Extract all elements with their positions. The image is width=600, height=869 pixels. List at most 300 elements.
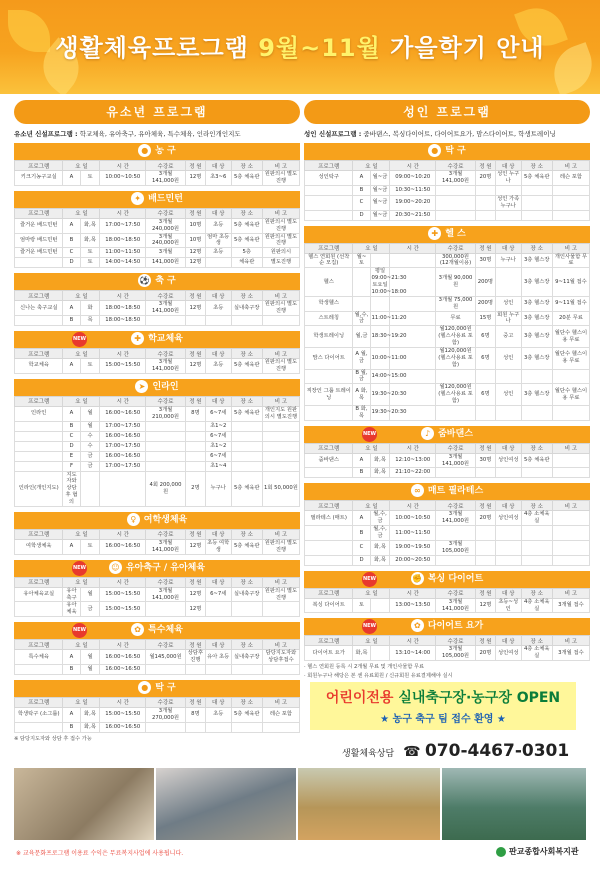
table-cell [15,431,63,441]
table-cell: 성인 [495,347,521,369]
table-cell [185,451,205,461]
column-header: 비 고 [552,636,589,646]
table-cell: 20명 [475,646,495,661]
section-title [14,622,300,639]
column-header: 정 원 [185,396,205,406]
table-cell [475,540,495,555]
soccer-icon: ⚽ [139,276,150,286]
table-cell: 수 [80,431,100,441]
table-row [15,233,300,248]
column-header: 정 원 [185,161,205,171]
table-cell: B [63,664,80,674]
table-cell [262,664,299,674]
table-cell: 성인 [495,296,521,311]
photo-kids-activity [14,768,154,840]
table-cell: 16:00~16:50 [100,722,146,732]
table-cell [15,441,63,451]
section-title-text: 복싱 다이어트 [427,573,484,584]
table-cell [146,421,186,431]
table-row [305,195,590,210]
table-row [305,311,590,326]
table-header-row [15,529,300,539]
table-cell [305,555,353,565]
table-cell: 화,목 [370,468,390,478]
table-cell: 3개월 [146,248,186,258]
basketball-icon: ● [138,144,151,157]
section-title-text: 축 구 [155,276,176,287]
column-header: 시 간 [100,529,146,539]
table-header-row [305,443,590,453]
table-cell [262,602,299,617]
table-tennis-icon: ● [138,681,151,694]
table-row [305,210,590,220]
column-header: 시 간 [390,636,436,646]
table-cell: 인라인 [15,406,63,421]
table-cell [305,540,353,555]
phone-number[interactable]: 070-4467-0301 [424,741,570,761]
column-header: 프로그램 [305,161,353,171]
column-header: 대 상 [205,396,231,406]
column-header: 대 상 [205,208,231,218]
table-cell: 실내축구장 [231,650,262,665]
table-cell: 16:00~16:50 [100,539,146,554]
table-cell: 화,목 [80,722,100,732]
section-soccer [14,273,300,326]
section-title [304,483,590,500]
table-cell [146,664,186,674]
section-title-text: 다이어트 요가 [427,621,484,632]
table-row [305,171,590,186]
section-title-text: 배드민턴 [148,193,183,204]
table-cell: 11:00~11:50 [390,526,436,541]
table-cell [146,722,186,732]
organization-logo-icon [496,847,506,857]
table-cell: A [353,453,370,468]
table-cell: 17:00~17:50 [100,421,146,431]
table-cell: 3층 헬스장 [521,384,552,406]
table-cell: 원판의시 별도진행 [262,171,299,186]
table-cell: 신나는 축구교실 [15,301,63,316]
column-header: 대 상 [205,161,231,171]
column-header: 프로그램 [15,349,63,359]
table-cell [185,431,205,441]
table-cell: 성인여성 [495,646,521,661]
table-cell: D [63,441,80,451]
table-cell [370,296,390,311]
section-inline-skate [14,379,300,507]
table-cell: 원판의시 [262,248,299,258]
table-row [305,555,590,565]
table-cell: 12명 [185,587,205,602]
column-header: 수강료 [146,291,186,301]
table-cell [185,316,205,326]
table-cell: 성인 가족 누구나 [497,195,520,209]
table-cell: 원판의시 별도진행 [262,539,299,554]
column-header: 장 소 [231,291,262,301]
table-row [15,471,300,506]
table-cell: 4층 소체육실 [521,598,552,613]
table-cell: 인라인(개인지도) [15,471,63,506]
section-school-sports [14,331,300,374]
table-cell: B [63,421,80,431]
table-cell [15,664,63,674]
table-cell: 6명 [475,347,495,369]
column-header: 장 소 [231,529,262,539]
column-header: 정 원 [185,697,205,707]
column-header: 프로그램 [15,640,63,650]
schedule-table [14,639,300,675]
table-cell: A [63,650,80,665]
table-cell: 월단수 헬스이용 무료 [552,347,589,369]
column-header: 비 고 [262,396,299,406]
column-header: 시 간 [100,161,146,171]
table-cell [146,451,186,461]
phone-icon: ☎ [398,744,421,760]
table-cell: 성인 누구나 [497,171,520,184]
table-cell: B 화,목 [353,405,370,420]
table-cell: 화,목 [370,555,390,565]
table-cell: 초3~6 [205,171,231,186]
schedule-table [14,577,300,618]
table-cell [15,602,63,617]
table-cell: 10:00~10:50 [390,511,436,526]
column-header: 비 고 [552,161,589,171]
section-title-text: 유아축구 / 유아체육 [125,562,206,573]
table-cell: 월~금 [370,195,390,210]
table-cell [521,210,552,220]
table-cell: 지도자와 상담 후 협의 [63,471,80,506]
table-cell: B [63,316,80,326]
table-cell: 12명 [185,248,205,258]
table-header-row [15,349,300,359]
table-cell: 18:00~18:50 [100,301,146,316]
table-cell [262,461,299,471]
table-cell: 12명 [185,301,205,316]
table-cell [436,185,476,195]
table-row [305,369,590,384]
table-cell: 엄마랑 배드민턴 [15,233,63,248]
table-tennis-icon: ● [428,144,441,157]
column-header: 시 간 [100,349,146,359]
table-cell: 초등 [205,301,231,316]
table-cell: 월120,000원 (헬스사용료 포함) [436,326,476,348]
dance-icon: ♪ [421,427,434,440]
table-cell: 1회 50,000원 [262,471,299,506]
promo-banner [310,682,576,730]
table-cell [231,461,262,471]
section-girls-sports [14,512,300,555]
table-cell: 회원 누구나 [497,311,520,325]
new-badge: NEW [72,623,87,638]
column-header: 프로그램 [15,697,63,707]
column-header: 요 일 [353,501,390,511]
table-cell: 10명 [185,218,205,233]
new-badge: NEW [72,332,87,347]
table-cell: 12명 [185,539,205,554]
table-cell: D [353,210,370,220]
table-cell [15,316,63,326]
table-row [15,451,300,461]
table-cell [185,441,205,451]
section-title-text: 탁 구 [445,146,466,156]
table-cell: 성인여성 [495,453,521,468]
table-cell: 15:00~15:50 [100,359,146,374]
table-cell: 월145,000원 [146,650,186,665]
new-badge: NEW [362,427,377,442]
table-cell [15,461,63,471]
table-cell [521,369,552,384]
table-cell [495,405,521,420]
table-cell: 8명 [185,707,205,722]
table-cell [390,296,436,311]
column-header: 요 일 [63,349,100,359]
table-cell: B [353,468,370,478]
section-title [14,512,300,529]
table-cell: 월 [80,650,100,665]
table-cell: 토 [80,171,100,186]
table-cell: 200명 [475,268,495,297]
table-cell: 초1~4 [205,461,231,471]
photo-gym-court [298,768,440,840]
table-cell [495,369,521,384]
table-cell: 2명 [185,471,205,506]
table-cell: E [63,451,80,461]
column-header: 장 소 [521,588,552,598]
table-cell: 12명 [185,171,205,186]
table-cell: B 월,금 [353,369,370,384]
table-cell: 3개월 141,000원 [436,453,476,468]
table-cell: 18:30~19:20 [370,326,390,348]
table-cell: 18:00~18:50 [100,233,146,248]
table-row [15,461,300,471]
table-cell: 원판의시 별도진행 [262,301,299,316]
table-cell [552,555,589,565]
new-badge: NEW [362,619,377,634]
table-cell: 줌바댄스 [305,453,353,468]
table-cell [521,526,552,541]
table-cell [495,526,521,541]
table-row [305,526,590,541]
table-cell: 3층 헬스장 [521,253,552,268]
column-header: 시 간 [100,640,146,650]
column-header: 비 고 [262,577,299,587]
table-cell: 초등 [205,707,231,722]
table-cell: A [63,539,80,554]
table-cell: 금 [80,461,100,471]
table-cell [185,461,205,471]
table-cell: 3개월 141,000원 [436,598,476,613]
table-cell [231,431,262,441]
table-cell [205,258,231,268]
table-cell [305,468,353,478]
table-cell [436,195,476,210]
table-row [15,441,300,451]
section-title-text: 특수체육 [148,625,183,636]
table-cell: 헬스 [305,268,353,297]
table-cell: 6명 [475,384,495,406]
table-row [305,453,590,468]
table-cell [436,369,476,384]
table-cell [305,405,353,420]
table-cell: 성인여성 [495,511,521,526]
table-cell: 5층 체육관 [231,406,262,421]
table-cell [231,316,262,326]
table-cell: 17:00~17:50 [100,441,146,451]
column-header: 대 상 [205,697,231,707]
table-cell: 3층 헬스장 [521,347,552,369]
table-cell [436,405,476,420]
table-cell: 3개월 270,000원 [146,707,186,722]
youth-heading: 유소년 프로그램 [14,100,300,124]
column-header: 요 일 [63,577,100,587]
column-header: 비 고 [552,243,589,253]
table-cell [552,526,589,541]
column-header: 비 고 [552,443,589,453]
table-cell: 학생탁구 (소그룹) [15,707,63,722]
table-cell: 월 [80,406,100,421]
table-header-row [15,577,300,587]
table-cell: 담당지도자와 상담후접수 [262,650,299,665]
table-row [305,296,590,311]
table-cell [552,195,589,210]
table-cell: 15:00~15:50 [100,602,146,617]
table-cell: B [353,185,370,195]
column-header: 정 원 [185,208,205,218]
column-header: 비 고 [552,501,589,511]
column-header: 비 고 [552,588,589,598]
table-cell: 11:00~11:50 [100,248,146,258]
table-cell: 3개월 141,000원 [146,171,186,186]
contact-label: 생활체육상담 [342,749,395,759]
table-cell [205,316,231,326]
table-header-row [305,161,590,171]
table-cell: 12명 [185,602,205,617]
fitness-icon: ✚ [428,227,441,240]
section-pilates [304,483,590,565]
table-cell [231,722,262,732]
column-header: 프로그램 [305,588,353,598]
section-table-tennis [14,680,300,733]
table-header-row [15,396,300,406]
photo-class-group [156,768,296,840]
table-cell [495,468,521,478]
table-cell: 토 [80,248,100,258]
table-cell: 5층 체육관 [231,171,262,186]
health-note: · 헬스 연회원 등록 시 2개월 무료 및 개인사물함 무료 [304,664,425,671]
column-header: 대 상 [205,577,231,587]
section-title-text: 탁 구 [155,682,176,693]
table-row [305,540,590,555]
table-cell: 10명 [185,233,205,248]
table-cell: 12명 [185,258,205,268]
table-cell [521,185,552,195]
column-header: 요 일 [353,161,390,171]
table-cell: 초등 [205,248,231,258]
table-cell: 스트레칭 [305,311,353,326]
table-cell [262,722,299,732]
table-cell: 16:00~16:50 [100,664,146,674]
table-cell: 9~11월 접수 [552,268,589,297]
table-cell: 19:30~20:30 [370,384,390,406]
special-sports-note: ※ 담당지도자와 상담 후 접수 가능 [14,735,92,742]
table-cell [521,195,552,210]
column-header: 수강료 [146,697,186,707]
column-header: 요 일 [63,208,100,218]
table-cell: 중고 [495,326,521,348]
special-sports-icon: ✿ [131,623,144,636]
table-cell: 3개월 141,000원 [146,587,186,602]
section-yoga [304,618,590,661]
table-cell: C [63,431,80,441]
schedule-table [304,243,590,421]
table-cell: 화,목 [80,707,100,722]
table-cell [370,253,390,268]
table-cell: B [353,526,370,541]
column-header: 장 소 [231,697,262,707]
table-cell: 별도진행 [262,258,299,268]
table-cell: 엄마 초등생 [207,233,230,247]
table-cell: 6~7세 [205,451,231,461]
table-cell: D [353,555,370,565]
table-cell [262,441,299,451]
table-cell: 12명 [185,359,205,374]
section-kids-sports [14,560,300,618]
section-title-text: 학교체육 [148,334,183,344]
table-row [305,511,590,526]
schedule-table [304,500,590,565]
section-title-text: 농 구 [155,146,176,156]
table-cell: 원판의시 별도진행 [262,587,299,602]
table-cell: 3개월 240,000원 [146,218,186,233]
table-cell: 월단수 헬스이용 무료 [552,384,589,406]
column-header: 요 일 [63,161,100,171]
table-cell: A [63,406,80,421]
column-header: 시 간 [100,577,146,587]
table-cell [552,540,589,555]
table-cell: 12:10~13:00 [390,453,436,468]
table-cell [495,185,521,195]
column-header: 수강료 [436,501,476,511]
table-cell: A [63,359,80,374]
page-title: 생활체육프로그램 9월~11월 가을학기 안내 [55,34,545,62]
table-cell: 10:00~11:00 [370,347,390,369]
table-cell: 학생헬스 [305,296,353,311]
table-cell: 3층 헬스장 [521,311,552,326]
schedule-table [14,160,300,186]
table-cell [552,468,589,478]
table-cell: 월~금 [370,210,390,220]
section-title [14,560,300,577]
table-cell: C [353,540,370,555]
table-row [305,468,590,478]
column-header: 요 일 [63,697,100,707]
table-row [15,301,300,316]
photo-table-tennis [442,768,586,840]
section-title [14,191,300,208]
column-header: 요 일 [63,291,100,301]
table-cell: 화,목 [370,453,390,468]
table-cell [436,210,476,220]
column-header: 프로그램 [15,208,63,218]
table-cell: 141,000원 [146,258,186,268]
table-cell: 화 [80,301,100,316]
new-badge: NEW [72,561,87,576]
schedule-table [304,160,590,221]
table-cell: 5층 체육관 [231,233,262,248]
table-cell [185,421,205,431]
table-cell: 10:00~10:50 [100,171,146,186]
table-cell [370,646,390,661]
